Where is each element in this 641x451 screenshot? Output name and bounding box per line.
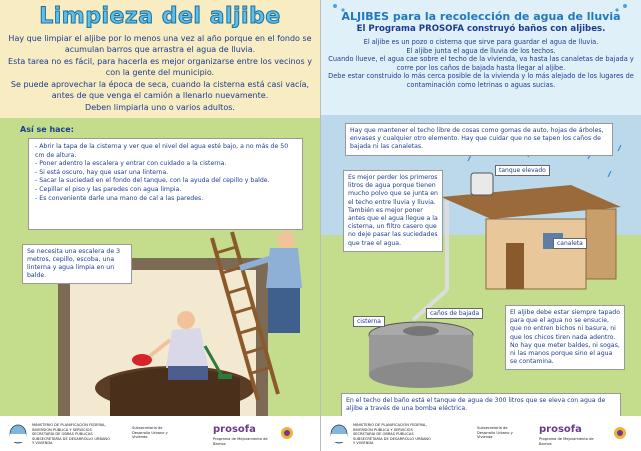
secretaria-line: SECRETARÍA DE OBRAS PÚBLICAS	[32, 432, 93, 437]
step-item: - Poner adentro la escalera y entrar con cuidado a la cisterna.	[35, 160, 227, 168]
label-tank: tanque elevado	[495, 165, 550, 176]
first-water-note: Es mejor perder los primeros litros de agua porque tienen mucho polvo que se junta en el techo entre lluvia y lluvia. También es mejor poner antes que el agua llegue a la cisterna, un filtro casero que no deje pasar las suciedades que trae el agua.	[343, 170, 443, 252]
step-item: - Sacar la suciedad en el fondo del tanque, con la ayuda del cepillo y balde.	[35, 177, 270, 185]
ministry-text	[353, 423, 431, 446]
steps-list	[28, 138, 303, 230]
ministry-text	[32, 423, 110, 446]
ministry-line: MINISTERIO DE PLANIFICACIÓN FEDERAL, INVERSIÓN PÚBLICA Y SERVICIOS	[353, 423, 428, 432]
ladder-note: Se necesita una escalera de 3 metros, cepillo, escoba, una linterna y agua limpia en un balde.	[22, 244, 132, 284]
argentina-seal-icon	[329, 424, 349, 444]
steps-title: Así se hace:	[20, 125, 74, 134]
intro-paragraph: El aljibe junta el agua de lluvia de los techos.	[406, 46, 556, 55]
prosofa-sub: Programa de Mejoramiento de Barrios	[539, 437, 594, 446]
label-pipe: caños de bajada	[426, 308, 483, 319]
ministry-line: MINISTERIO DE PLANIFICACIÓN FEDERAL, INVERSIÓN PÚBLICA Y SERVICIOS	[32, 423, 107, 432]
intro-paragraph: Debe estar construido lo más cerca posible de la vivienda y lo más alejado de los lugares de contaminación como letrinas o aguas sucias.	[328, 72, 634, 89]
intro-paragraph: Cuando llueve, el agua cae sobre el techo de la vivienda, va hasta las canaletas de bajada y corre por los caños de bajada hasta llegar al aljibe.	[328, 55, 634, 72]
prosofa-logo: prosofa	[213, 424, 256, 435]
tank-bottom-note: En el techo del baño está el tanque de agua de 300 litros que se eleva con agua de aljibe a través de una bomba eléctrica.	[341, 393, 621, 417]
intro-paragraph: Se puede aprovechar la época de seca, cuando la cisterna está casi vacía, antes de que venga el camión a llenarlo nuevamente.	[10, 80, 310, 100]
right-title: ALJIBES para la recolección de agua de lluvia	[341, 10, 621, 23]
house-cistern-illustration	[321, 115, 641, 416]
right-subtitle: El Programa PROSOFA construyó baños con aljibes.	[356, 24, 606, 34]
label-gutter: canaleta	[553, 238, 587, 249]
desarrollo-text: Subsecretaría de Desarrollo Urbano y Vivienda	[132, 426, 168, 440]
left-page	[0, 0, 320, 451]
desarrollo-text: Subsecretaría de Desarrollo Urbano y Vivienda	[477, 426, 513, 440]
intro-paragraph: Deben limpiarla uno o varios adultos.	[85, 103, 235, 112]
prosofa-logo: prosofa	[539, 424, 582, 435]
intro-paragraph: Hay que limpiar el aljibe por lo menos una vez al año porque en el fondo se acumulan barros que arrastra el agua de lluvia.	[8, 34, 312, 54]
step-item: - Abrir la tapa de la cisterna y ver que el nivel del agua esté bajo, a no más de 50 cm de altura.	[35, 143, 289, 159]
subsecretaria-line: SUBSECRETARÍA DE DESARROLLO URBANO Y VIVIENDA	[353, 436, 431, 446]
cover-note: El aljibe debe estar siempre tapado para que el agua no se ensucie, que no entren bichos ni basura, ni que los chicos tiren nada adentro. No hay que meter baldes, ni sogas, ni las manos porque sino el agua se contamina.	[505, 305, 625, 370]
left-title: Limpieza del aljibe	[39, 4, 281, 29]
label-cistern: cisterna	[353, 316, 385, 327]
left-intro	[6, 34, 314, 116]
flower-logo-icon	[280, 426, 294, 440]
subsecretaria-line: SUBSECRETARÍA DE DESARROLLO URBANO Y VIVIENDA	[32, 436, 110, 446]
step-item: - Es conveniente darle una mano de cal a las paredes.	[35, 194, 204, 202]
intro-paragraph: Esta tarea no es fácil, para hacerla es mejor organizarse entre los vecinos y con la gente del municipio.	[8, 57, 312, 77]
roof-note: Hay que mantener el techo libre de cosas como gomas de auto, hojas de árboles, envases y cualquier otro elemento. Hay que cuidar que no se tapen los caños de bajada ni las canaletas.	[345, 123, 613, 156]
argentina-seal-icon	[8, 424, 28, 444]
right-intro	[327, 38, 635, 90]
step-item: - Cepillar el piso y las paredes con agua limpia.	[35, 185, 182, 193]
flower-logo-icon	[613, 426, 627, 440]
right-footer	[321, 416, 641, 451]
intro-paragraph: El aljibe es un pozo o cisterna que sirve para guardar el agua de lluvia.	[363, 38, 599, 46]
secretaria-line: SECRETARÍA DE OBRAS PÚBLICAS	[353, 432, 414, 437]
left-footer	[0, 416, 320, 451]
right-page	[321, 0, 641, 451]
prosofa-sub: Programa de Mejoramiento de Barrios	[213, 437, 268, 446]
step-item: - Si está oscuro, hay que usar una linterna.	[35, 168, 169, 176]
